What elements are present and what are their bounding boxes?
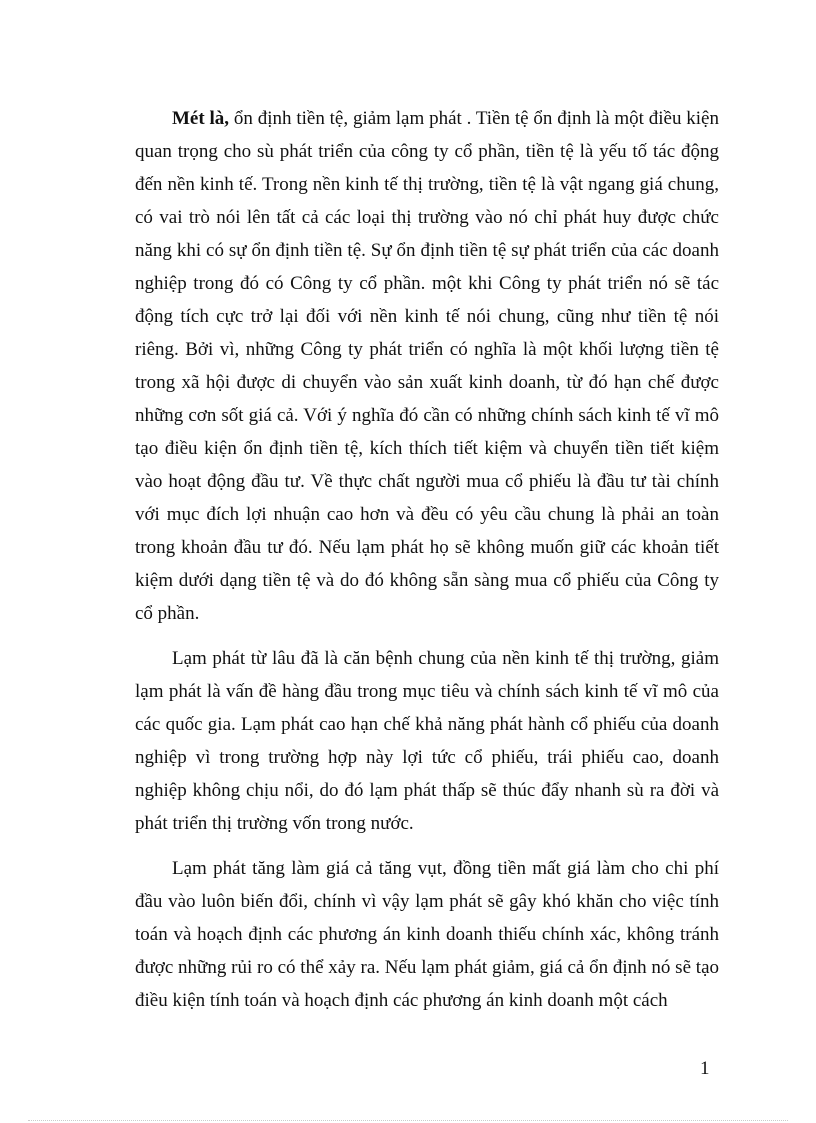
body-text [135,102,719,1029]
paragraph-1 [135,102,719,630]
paragraph-3 [135,852,719,1017]
paragraph-text: Lạm phát tăng làm giá cả tăng vụt, đồng tiền mất giá làm cho chi phí đầu vào luôn biến đổi, chính vì vậy lạm phát sẽ gây khó khăn cho việc tính toán và hoạch định các phương án kinh doanh thiếu chính xác, không tránh được những rủi ro có thể xảy ra. Nếu lạm phát giảm, giá cả ổn định nó sẽ tạo điều kiện tính toán và hoạch định các phương án kinh doanh một cách [135,858,719,1011]
paragraph-text: Lạm phát từ lâu đã là căn bệnh chung của nền kinh tế thị trường, giảm lạm phát là vấn đề hàng đầu trong mục tiêu và chính sách kinh tế vĩ mô của các quốc gia. Lạm phát cao hạn chế khả năng phát hành cổ phiếu của doanh nghiệp vì trong trường hợp này lợi tức cổ phiếu, trái phiếu cao, doanh nghiệp không chịu nổi, do đó lạm phát thấp sẽ thúc đẩy nhanh sù ra đời và phát triển thị trường vốn trong nước. [135,648,719,834]
page-bottom-divider [28,1120,788,1121]
paragraph-2 [135,642,719,840]
paragraph-text: ổn định tiền tệ, giảm lạm phát . Tiền tệ ổn định là một điều kiện quan trọng cho sù phát triển của công ty cổ phần, tiền tệ là yếu tố tác động đến nền kinh tế. Trong nền kinh tế thị trường, tiền tệ là vật ngang giá chung, có vai trò nói lên tất cả các loại thị trường vào nó chỉ phát huy được chức năng khi có sự ổn định tiền tệ. Sự ổn định tiền tệ sự phát triển của các doanh nghiệp trong đó có Công ty cổ phần. một khi Công ty phát triển nó sẽ tác động tích cực trở lại đối với nền kinh tế nói chung, cũng như tiền tệ nói riêng. Bởi vì, những Công ty phát triển có nghĩa là một khối lượng tiền tệ trong xã hội được di chuyển vào sản xuất kinh doanh, từ đó hạn chế được những cơn sốt giá cả. Với ý nghĩa đó cần có những chính sách kinh tế vĩ mô tạo điều kiện ổn định tiền tệ, kích thích tiết kiệm và chuyển tiền tiết kiệm vào hoạt động đầu tư. Về thực chất người mua cổ phiếu là đầu tư tài chính với mục đích lợi nhuận cao hơn và đều có yêu cầu chung là phải an toàn trong khoản đầu tư đó. Nếu lạm phát họ sẽ không muốn giữ các khoản tiết kiệm dưới dạng tiền tệ và do đó không sẵn sàng mua cổ phiếu của Công ty cổ phần. [135,108,719,624]
page-number: 1 [700,1058,710,1079]
paragraph-lead: Mét là, [172,108,230,129]
